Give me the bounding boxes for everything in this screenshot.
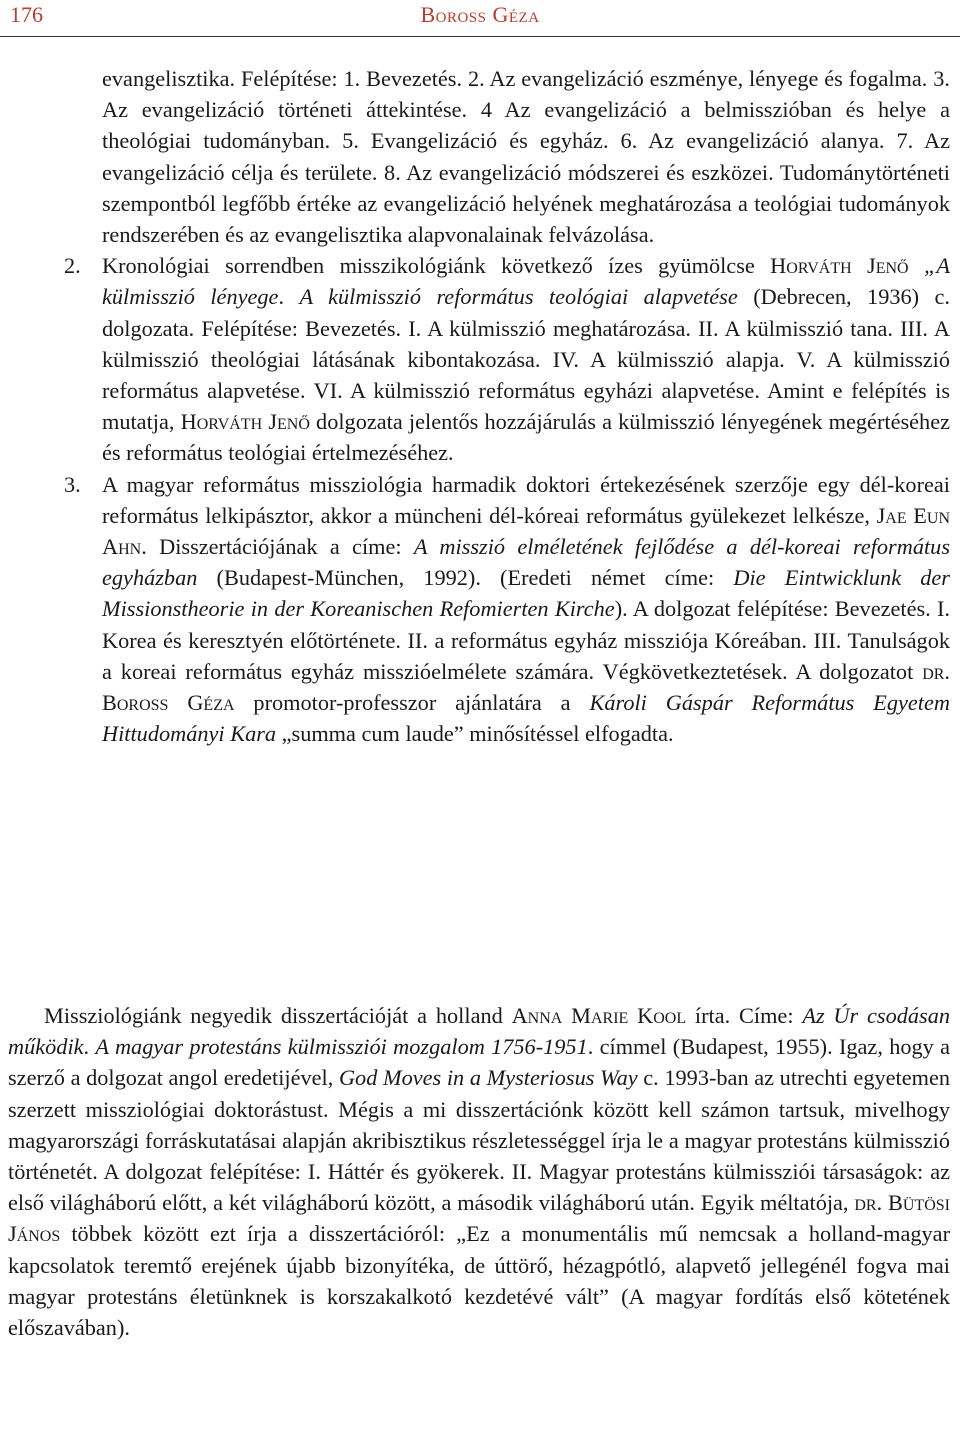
- item2-text-1: Kronológiai sorrendben misszikológiánk következő ízes gyümölcse: [102, 253, 771, 279]
- item1-text: evangelisztika. Felépítése: 1. Bevezetés. 2. Az evangelizáció eszménye, lényege és fogalma. 3. Az evangelizáció történeti áttekintése. 4 Az evangelizáció a belmisszióban és helye a theológiai tudományban. 5. Evangelizáció és egyház. 6. Az evangelizáció alanya. 7. Az evangelizáció célja és területe. 8. Az evangelizáció módszerei és eszközei. Tudománytörténeti szempontból legfőbb értéke az evangelizáció helyének meghatározása a teológiai tudományok rendszerében és az evangelisztika alapvonalainak felvázolása.: [102, 66, 950, 248]
- item3-text-2: . Disszertációjának a címe:: [141, 534, 414, 560]
- list-item-3: [64, 469, 951, 750]
- para-text-3: .: [83, 1034, 96, 1060]
- para-text-6: többek között ezt írja a disszertációról: „Ez a monumentális mű nemcsak a holland-magyar kapcsolatok teremtő erejének újabb bizonyítéka, de úttörő, hézagpótló, alapvető jellegénél fogva mai magyar protestáns életünknek is korszakalkotó kezdetévé vált” (A magyar fordítás első kötetének előszavában).: [8, 1221, 950, 1341]
- numbered-list: [64, 63, 951, 749]
- item2-text-3: .: [278, 284, 300, 310]
- item3-title-2: Die Eintwicklunk der Missionstheorie in der Koreanischen Refomierten Kirche: [102, 565, 950, 622]
- body-paragraph: [8, 1000, 950, 1343]
- item2-title-2: A külmisszió református teológiai alapvetése: [299, 284, 738, 310]
- para-title-3: God Moves in a Mysteriosus Way: [338, 1065, 638, 1091]
- para-text-4: . címmel (Budapest, 1955). Igaz, hogy a szerző a dolgozat angol eredetijével,: [8, 1034, 950, 1091]
- para-title-2: A magyar protestáns külmissziói mozgalom 1756-1951: [95, 1034, 588, 1060]
- item3-text-5: promotor-professzor ajánlatára a: [234, 690, 590, 716]
- item2-number: 2.: [64, 253, 81, 279]
- para-reviewer-name: dr. Bütösi János: [8, 1190, 950, 1247]
- item3-number: 3.: [64, 471, 81, 497]
- item2-text-2: [909, 253, 924, 278]
- page-number: 176: [10, 2, 43, 27]
- item2-title-1: „A külmisszió lényege: [102, 253, 951, 310]
- list-item-1-continuation: [102, 63, 950, 250]
- item3-title-3: Károli Gáspár Református Egyetem Hittudományi Kara: [102, 690, 950, 747]
- item3-text-4: ). A dolgozat felépítése: Bevezetés. I. Korea és keresztyén előtörténete. II. a református egyház missziója Kóreában. III. Tanulságok a koreai református egyház misszióelmélete számára. Végkövetkeztetések. A dolgozatot: [102, 596, 950, 684]
- para-author-name: Anna Marie Kool: [511, 1003, 687, 1028]
- running-head: Boross Géza: [420, 2, 540, 27]
- para-text-5: c. 1993-ban az utrechti egyetemen szerzett missziológiai doktorástust. Mégis a mi disszertációnk között kell számon tartsuk, mivelhogy magyarországi forráskutatásai alapján akribisztikus részletességgel írja le a magyar protestáns külmisszió történetét. A dolgozat felépítése: I. Háttér és gyökerek. II. Magyar protestáns külmissziói társaságok: az első világháború előtt, a két világháború között, a második világháború után. Egyik méltatója,: [8, 1065, 950, 1216]
- item3-text-3: (Budapest-München, 1992). (Eredeti német címe:: [197, 565, 734, 591]
- item2-text-5: dolgozata jelentős hozzájárulás a külmisszió lényegének megértéséhez és református teológiai értelmezéséhez.: [102, 409, 950, 466]
- list-item-2: [64, 250, 951, 468]
- page-header: [0, 0, 960, 40]
- para-title-1: Az Úr csodásan működik: [8, 1003, 951, 1060]
- para-text-1: Missziológiánk negyedik disszertációját a holland: [44, 1003, 512, 1028]
- header-rule: [0, 36, 960, 37]
- item2-author-name: Horváth Jenő: [770, 253, 909, 279]
- item3-promoter-name: dr. Boross Géza: [102, 658, 950, 716]
- item2-text-4: (Debrecen, 1936) c. dolgozata. Felépítése: Bevezetés. I. A külmisszió meghatározása. II. A külmisszió tana. III. A külmisszió theológiai látásának kibontakozása. IV. A külmisszió alapja. V. A külmisszió református alapvetése. VI. A külmisszió református egyházi alapvetése. Amint e felépítés is mutatja,: [102, 284, 950, 435]
- item3-text-6: „summa cum laude” minősítéssel elfogadta.: [276, 721, 674, 747]
- item3-author-name: Jae Eun Ahn: [102, 502, 950, 560]
- item3-title-1: A misszió elméletének fejlődése a dél-koreai református egyházban: [102, 534, 951, 591]
- item3-text-1: A magyar református missziológia harmadik doktori értekezésének szerzője egy dél-koreai református lelkipásztor, akkor a müncheni dél-kóreai református gyülekezet lelkésze,: [102, 471, 950, 528]
- item2-author-name-2: Horváth Jenő: [180, 409, 310, 435]
- para-text-2: írta. Címe:: [686, 1003, 803, 1028]
